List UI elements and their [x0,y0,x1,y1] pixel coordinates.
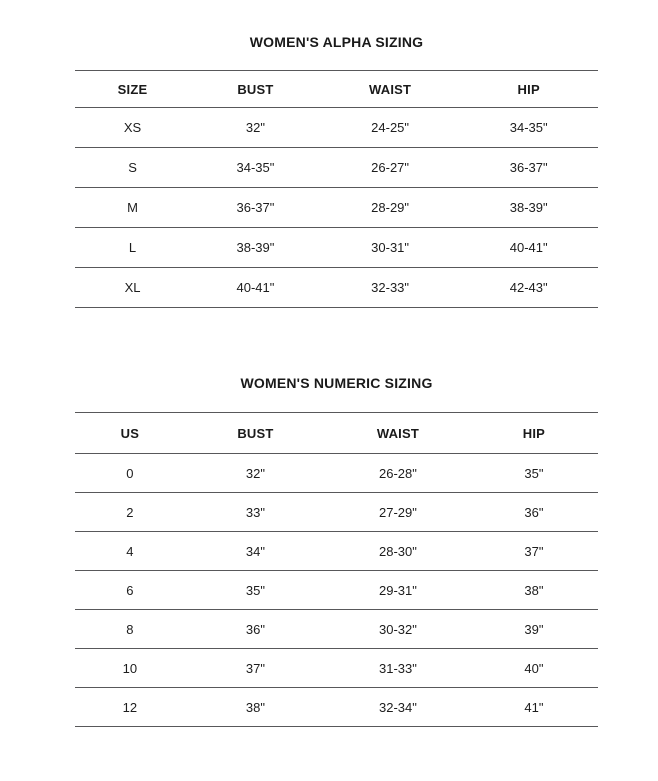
table-row [75,454,598,493]
table-row [75,688,598,727]
table-cell: 27-29" [326,493,470,532]
table-cell: 29-31" [326,571,470,610]
table-cell: M [75,188,190,228]
table-cell: XS [75,108,190,148]
numeric-sizing-title: WOMEN'S NUMERIC SIZING [240,375,433,391]
table-cell: 39" [470,610,598,649]
table-cell: 36" [185,610,326,649]
table-row [75,571,598,610]
table-row [75,493,598,532]
header-row [75,413,598,454]
column-header: BUST [190,71,321,108]
table-cell: 40-41" [190,268,321,308]
table-cell: 34" [185,532,326,571]
table-row [75,532,598,571]
column-header: WAIST [326,413,470,454]
table-cell: 28-30" [326,532,470,571]
table-cell: 24-25" [321,108,460,148]
table-cell: 31-33" [326,649,470,688]
table-cell: L [75,228,190,268]
table-cell: 32" [185,454,326,493]
table-cell: 10 [75,649,185,688]
header-row [75,71,598,108]
table-cell: 6 [75,571,185,610]
table-cell: 36-37" [190,188,321,228]
table-cell: 30-32" [326,610,470,649]
table-row [75,228,598,268]
table-cell: 4 [75,532,185,571]
column-header: HIP [470,413,598,454]
table-cell: 30-31" [321,228,460,268]
table-cell: 42-43" [459,268,598,308]
table-row [75,188,598,228]
table-cell: 38" [185,688,326,727]
table-row [75,268,598,308]
table-cell: 26-27" [321,148,460,188]
table-cell: 38-39" [190,228,321,268]
table-cell: 33" [185,493,326,532]
table-cell: 36" [470,493,598,532]
table-cell: 2 [75,493,185,532]
table-cell: XL [75,268,190,308]
alpha-sizing-title: WOMEN'S ALPHA SIZING [249,34,424,50]
table-cell: 40-41" [459,228,598,268]
table-row [75,649,598,688]
numeric-sizing-table [75,412,598,727]
alpha-table-header [75,71,598,108]
table-cell: 8 [75,610,185,649]
column-header: BUST [185,413,326,454]
table-cell: 34-35" [459,108,598,148]
table-row [75,610,598,649]
table-cell: 12 [75,688,185,727]
alpha-table-body [75,108,598,308]
table-cell: 32-33" [321,268,460,308]
table-cell: 38-39" [459,188,598,228]
table-cell: 28-29" [321,188,460,228]
size-guide [75,34,598,727]
numeric-table-body [75,454,598,727]
table-cell: S [75,148,190,188]
table-cell: 41" [470,688,598,727]
numeric-table-header [75,413,598,454]
table-row [75,148,598,188]
table-cell: 32" [190,108,321,148]
table-cell: 32-34" [326,688,470,727]
table-cell: 35" [470,454,598,493]
column-header: HIP [459,71,598,108]
column-header: SIZE [75,71,190,108]
table-cell: 36-37" [459,148,598,188]
table-cell: 34-35" [190,148,321,188]
table-cell: 0 [75,454,185,493]
table-cell: 37" [185,649,326,688]
alpha-sizing-table [75,70,598,308]
alpha-sizing-section [75,34,598,308]
table-cell: 35" [185,571,326,610]
table-cell: 37" [470,532,598,571]
table-cell: 38" [470,571,598,610]
table-cell: 26-28" [326,454,470,493]
numeric-sizing-section [75,375,598,727]
table-cell: 40" [470,649,598,688]
table-row [75,108,598,148]
column-header: WAIST [321,71,460,108]
column-header: US [75,413,185,454]
size-guide-page [0,34,658,781]
